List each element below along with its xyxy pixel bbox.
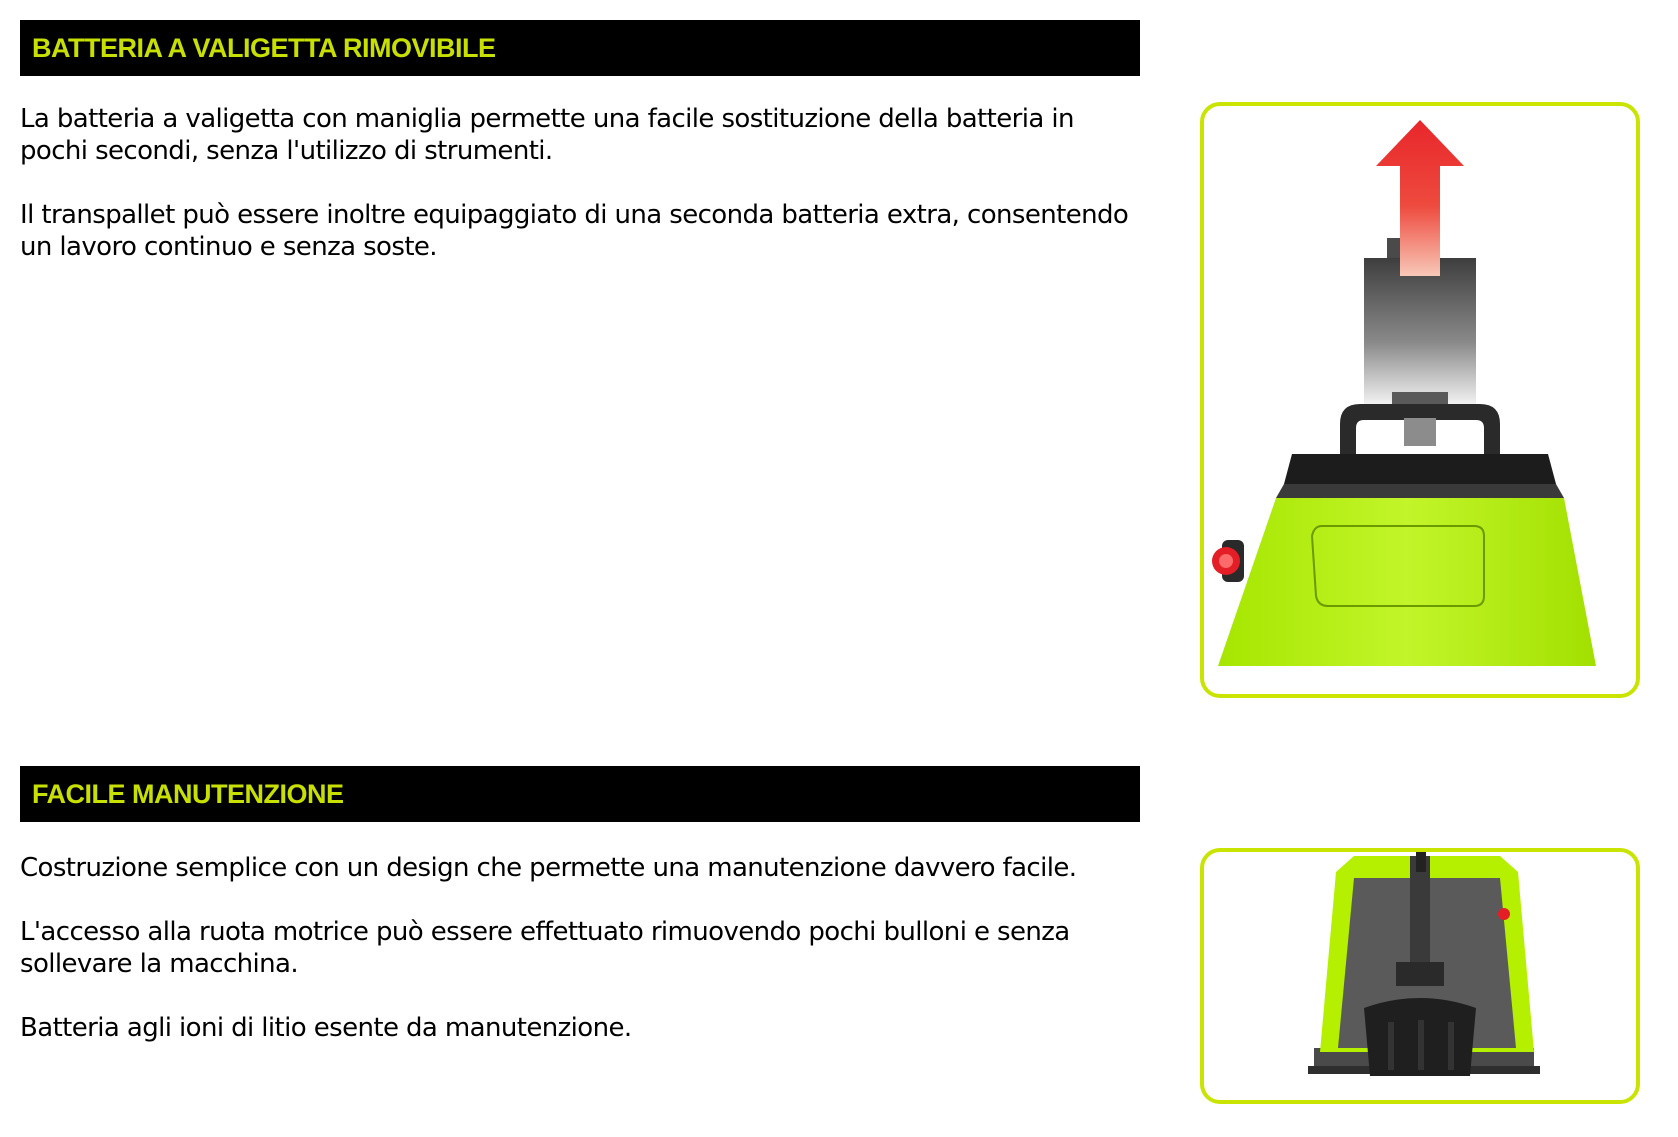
section-header-bar (20, 20, 1140, 76)
paragraph: Il transpallet può essere inoltre equipaggiato di una seconda batteria extra, consentendo un lavoro continuo e senza soste. (20, 200, 1129, 262)
section-header-bar (20, 766, 1140, 822)
paragraph: Batteria agli ioni di litio esente da manutenzione. (20, 1013, 632, 1043)
section-title: FACILE MANUTENZIONE (32, 779, 344, 809)
paragraph: Costruzione semplice con un design che permette una manutenzione davvero facile. (20, 853, 1077, 883)
paragraph: La batteria a valigetta con maniglia permette una facile sostituzione della batteria in pochi secondi, senza l'utilizzo di strumenti. (20, 104, 1074, 166)
battery-removal-image (1200, 102, 1640, 698)
paragraph: L'accesso alla ruota motrice può essere effettuato rimuovendo pochi bulloni e senza sollevare la macchina. (20, 917, 1070, 979)
section-title: BATTERIA A VALIGETTA RIMOVIBILE (32, 33, 496, 63)
section-body (20, 852, 1140, 1076)
pallet-truck-underside-image (1200, 848, 1640, 1104)
battery-removal-illustration-icon (1204, 106, 1636, 694)
section-body (20, 103, 1140, 295)
pallet-truck-underside-illustration-icon (1204, 852, 1636, 1100)
